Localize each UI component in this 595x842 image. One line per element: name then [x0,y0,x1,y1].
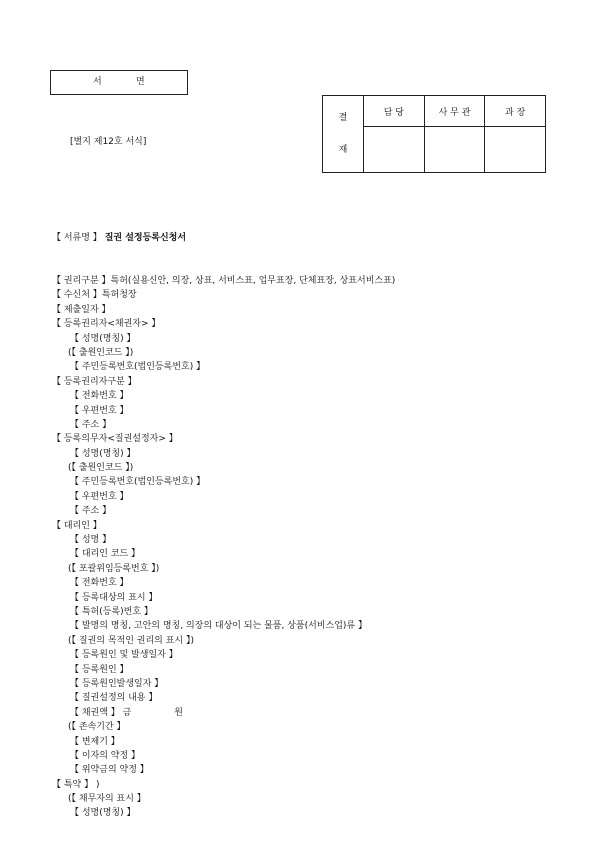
form-field-line: 【 등록원인 및 발생일자 】 [70,650,178,661]
form-field-list [52,274,395,821]
form-field-line: 【 변제기 】 [70,736,120,747]
approval-col-manager: 사 무 관 [424,96,485,127]
form-field-line: 【 위약금의 약정 】 [70,765,149,776]
approval-sign-director [485,127,546,173]
form-field-line: 【 이자의 약정 】 [70,750,141,761]
form-field-line: 【 등록권리자<채권자> 】 [52,319,161,330]
form-field-line: 【 특허(등록)번호 】 [70,607,153,617]
form-field-line: 【 전화번호 】 [70,578,129,589]
form-field-line: (【 존속기간 】 [68,722,126,733]
title-char-1: 서 [93,77,102,87]
title-char-2: 면 [136,77,145,87]
form-field-line: (【 출원인코드 】) [68,463,134,474]
form-field-line: 【 성명(명칭) 】 [70,808,136,819]
form-field-line: 【 전화번호 】 [70,391,129,402]
form-field-line: (【 출원인코드 】) [68,347,134,358]
form-field-line: 【 채권액 】 금 원 [70,707,183,718]
approval-sign-manager [424,127,485,173]
form-field-line: 【 주민등록번호(법인등록번호) 】 [70,477,206,488]
form-field-line: 【 주소 】 [70,506,112,517]
form-field-line: 【 대리인 】 [52,520,102,531]
document-name-line [52,231,395,245]
form-field-line: 【 등록원인 】 [70,664,129,675]
form-number: [별지 제12호 서식] [70,137,147,147]
form-field-line: 【 제출일자 】 [52,304,111,315]
approval-sign-officer [364,127,425,173]
form-field-line: 【 발명의 명칭, 고안의 명칭, 의장의 대상이 되는 물품, 상품(서비스업)류 】 [70,621,367,632]
form-field-line: 【 등록권리자구분 】 [52,376,137,387]
form-field-line: 【 등록원인발생일자 】 [70,678,164,689]
form-field-line: 【 우편번호 】 [70,491,129,502]
form-field-line: 【 성명(명칭) 】 [70,333,136,344]
form-field-line: (【 질권의 목적인 권리의 표시 】) [68,635,194,646]
form-body [52,202,395,835]
approval-col-director: 과 장 [485,96,546,127]
document-name-value: 질권 설정등록신청서 [104,232,187,243]
form-field-line: 【 성명 】 [70,535,112,546]
approval-table [322,95,546,173]
form-field-line: 【 등록대상의 표시 】 [70,592,158,603]
form-field-line: 【 특약 】 ) [52,779,100,790]
approval-col-officer: 담 당 [364,96,425,127]
form-field-line: 【 등록의무자<질권설정자> 】 [52,434,178,445]
document-type-box [50,70,188,95]
form-field-line: (【 채무자의 표시 】 [68,794,146,805]
form-field-line: 【 대리인 코드 】 [70,549,141,560]
approval-label-char-2: 재 [338,145,348,155]
document-name-label: 【 서류명 】 [52,232,102,243]
form-field-line: 【 성명(명칭) 】 [70,448,136,459]
form-field-line: 【 우편번호 】 [70,405,129,416]
approval-vertical-label [323,96,364,173]
form-field-line: 【 주소 】 [70,419,112,430]
form-field-line: (【 포괄위임등록번호 】) [68,563,160,574]
approval-label-char-1: 결 [338,113,348,123]
form-field-line: 【 수신처 】특허청장 [52,290,137,301]
form-field-line: 【 권리구분 】특허(실용신안, 의장, 상표, 서비스표, 업무표장, 단체표장, 상표서비스표) [52,276,396,287]
form-field-line: 【 질권설정의 내용 】 [70,693,158,704]
form-field-line: 【 주민등록번호(법인등록번호) 】 [70,362,206,373]
